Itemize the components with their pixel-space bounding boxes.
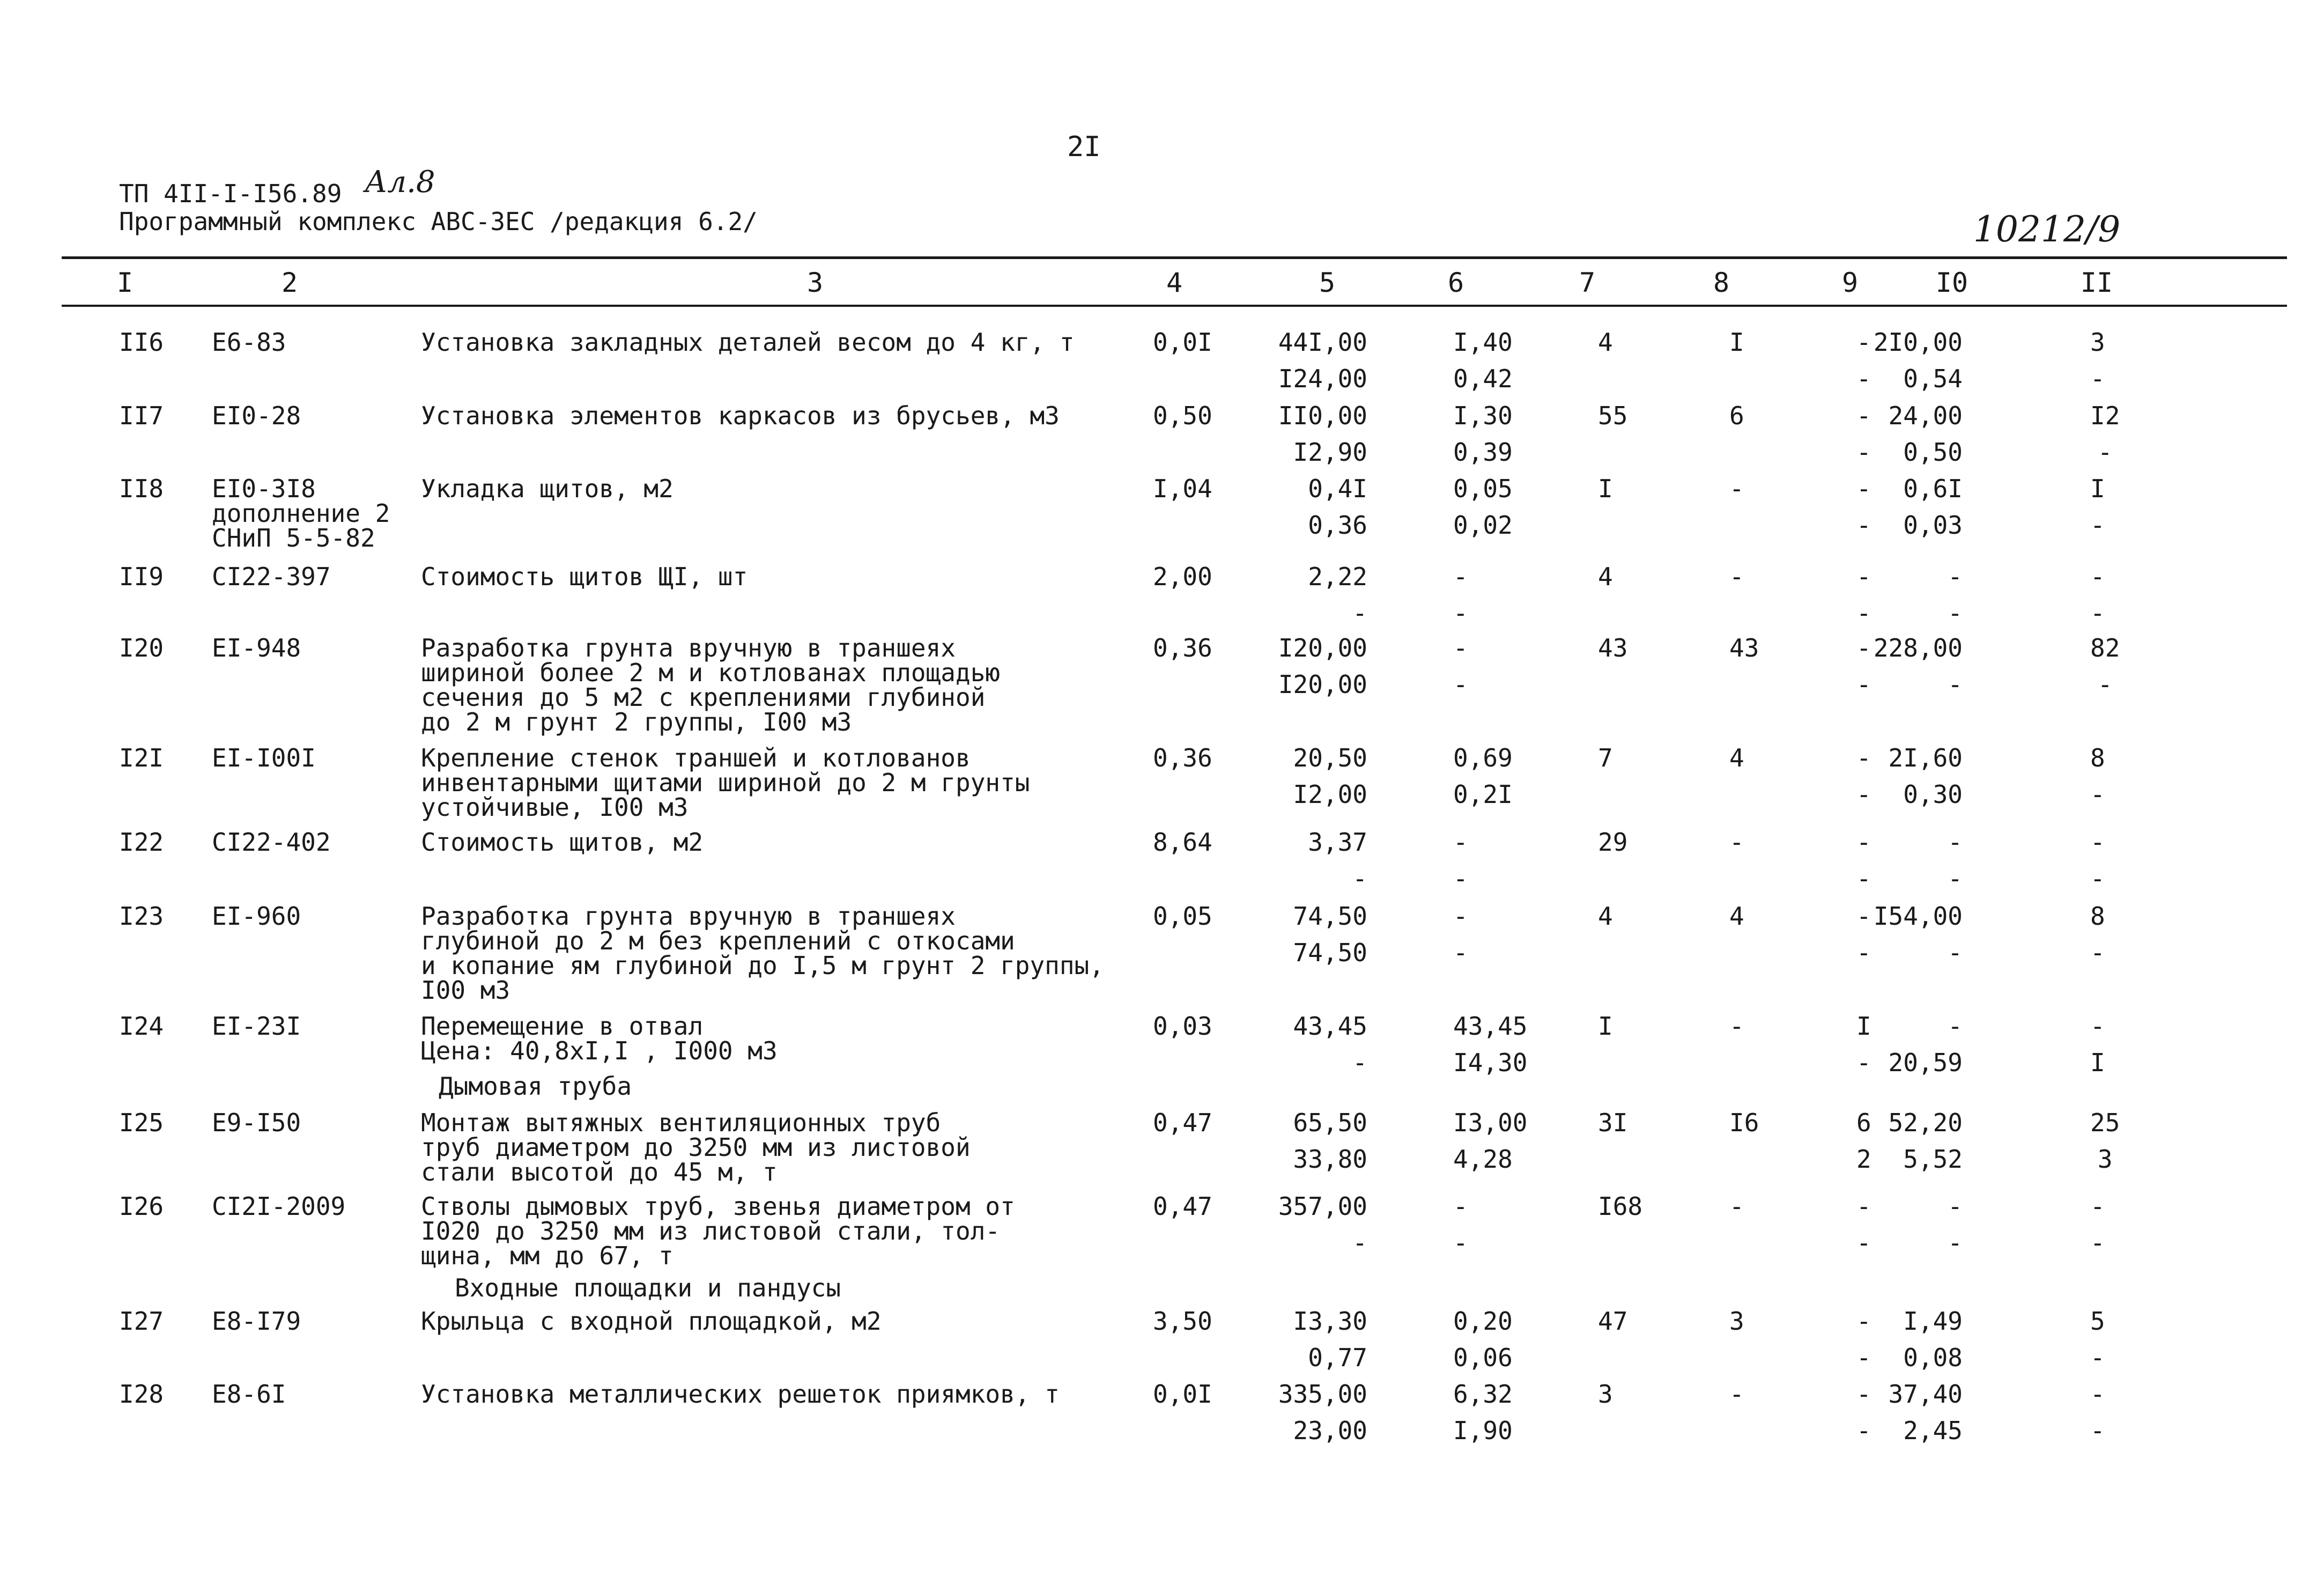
column-7: 29 — [1598, 828, 1628, 857]
column-6-value: I4,30 — [1453, 1048, 1528, 1077]
column-6 — [1453, 630, 1468, 703]
column-9 — [1856, 1104, 1871, 1177]
section-heading: Входные площадки и пандусы — [455, 1273, 841, 1302]
column-9-value: - — [1856, 1343, 1871, 1372]
column-11-value: - — [2097, 670, 2113, 699]
section-heading: Дымовая труба — [439, 1072, 632, 1101]
column-11-value: - — [2090, 364, 2105, 393]
column-6-value: - — [1453, 562, 1468, 591]
column-8: - — [1729, 474, 1744, 503]
column-9-value: - — [1856, 1048, 1871, 1077]
row-number: I22 — [119, 828, 164, 857]
column-9-value: 6 — [1856, 1108, 1871, 1137]
row-number: I26 — [119, 1192, 164, 1221]
row-number: II9 — [119, 562, 164, 591]
column-11 — [2090, 740, 2105, 813]
column-11 — [2090, 1303, 2105, 1376]
column-6-value: 43,45 — [1453, 1012, 1528, 1041]
column-6 — [1453, 1188, 1468, 1261]
column-6 — [1453, 898, 1468, 971]
column-8: 4 — [1729, 743, 1744, 772]
column-8: - — [1729, 1380, 1744, 1409]
column-9 — [1856, 558, 1871, 631]
column-6 — [1453, 558, 1468, 631]
column-8: - — [1729, 828, 1744, 857]
work-description: Разработка грунта вручную в траншеях шириной более 2 м и котлованах площадью сечения до 5 м2 с креплениями глубиной до 2 м грунт 2 группы, I00 м3 — [421, 633, 1001, 736]
column-6-value: I,30 — [1453, 401, 1513, 430]
column-header-11: II — [2080, 267, 2113, 298]
column-header-6: 6 — [1447, 267, 1464, 298]
quantity: 0,50 — [1153, 401, 1212, 430]
column-11-value: 82 — [2090, 633, 2120, 662]
column-header-2: 2 — [281, 267, 298, 298]
column-7: 4 — [1598, 328, 1613, 357]
column-9-value: - — [1856, 780, 1871, 809]
column-6-value: 4,28 — [1453, 1145, 1513, 1174]
column-6-value: - — [1453, 599, 1468, 628]
work-description: Крыльца с входной площадкой, м2 — [421, 1307, 882, 1336]
norm-code: EI-I00I — [212, 743, 316, 772]
column-9-value: - — [1856, 511, 1871, 540]
column-6 — [1453, 824, 1468, 897]
column-9-value: - — [1856, 364, 1871, 393]
work-description: Укладка щитов, м2 — [421, 474, 673, 503]
column-6 — [1453, 740, 1513, 813]
column-header-5: 5 — [1319, 267, 1336, 298]
column-6 — [1453, 324, 1513, 397]
quantity: 0,47 — [1153, 1192, 1212, 1221]
column-6-value: I3,00 — [1453, 1108, 1528, 1137]
column-9-value: - — [1856, 328, 1871, 357]
column-header-3: 3 — [806, 267, 824, 298]
work-description: Установка закладных деталей весом до 4 кг, т — [421, 328, 1075, 357]
document-subtitle: Программный комплекс АВС-ЗЕС /редакция 6.2/ — [119, 207, 758, 236]
column-6-value: - — [1453, 633, 1468, 662]
column-7: 3I — [1598, 1108, 1628, 1137]
row-number: I20 — [119, 633, 164, 662]
column-6 — [1453, 1104, 1527, 1177]
column-9-value: - — [1856, 633, 1871, 662]
column-7: I — [1598, 474, 1613, 503]
quantity: 0,0I — [1153, 328, 1212, 357]
row-number: II7 — [119, 401, 164, 430]
column-11-value: I — [2090, 474, 2105, 503]
column-9-value: - — [1856, 938, 1871, 967]
column-11-value: - — [2090, 828, 2105, 857]
column-9 — [1856, 898, 1871, 971]
column-11-value: - — [2090, 938, 2105, 967]
column-9 — [1856, 1188, 1871, 1261]
column-6-value: - — [1453, 902, 1468, 931]
column-6 — [1453, 1008, 1527, 1081]
column-6-value: 0,06 — [1453, 1343, 1513, 1372]
column-6 — [1453, 1303, 1513, 1376]
column-11-value: 8 — [2090, 743, 2105, 772]
column-8: - — [1729, 562, 1744, 591]
column-6-value: 0,39 — [1453, 438, 1513, 467]
column-9-value: - — [1856, 1228, 1871, 1257]
column-7: 43 — [1598, 633, 1628, 662]
row-number: I28 — [119, 1380, 164, 1409]
column-6 — [1453, 1376, 1513, 1449]
quantity: 3,50 — [1153, 1307, 1212, 1336]
column-11 — [2090, 898, 2105, 971]
column-7: 3 — [1598, 1380, 1613, 1409]
column-header-4: 4 — [1166, 267, 1183, 298]
column-6-value: 0,20 — [1453, 1307, 1513, 1336]
row-number: I24 — [119, 1012, 164, 1041]
column-7: 7 — [1598, 743, 1613, 772]
row-number: I2I — [119, 743, 164, 772]
column-11-value: - — [2090, 1416, 2105, 1445]
column-9-value: - — [1856, 1192, 1871, 1221]
column-11-value: - — [2090, 1343, 2105, 1372]
column-9 — [1856, 324, 1871, 397]
column-9-value: - — [1856, 743, 1871, 772]
column-11-value: - — [2090, 599, 2105, 628]
column-11-value: - — [2097, 438, 2113, 467]
norm-code: EI-948 — [212, 633, 301, 662]
column-11-value: 3 — [2090, 328, 2105, 357]
column-9-value: - — [1856, 599, 1871, 628]
quantity: 0,0I — [1153, 1380, 1212, 1409]
norm-code: E8-I79 — [212, 1307, 301, 1336]
column-9 — [1856, 1008, 1871, 1081]
column-9 — [1856, 397, 1871, 470]
column-8: - — [1729, 1192, 1744, 1221]
work-description: Крепление стенок траншей и котлованов инвентарными щитами шириной до 2 м грунты устойчивые, I00 м3 — [421, 743, 1030, 822]
column-11-value: I2 — [2090, 401, 2120, 430]
column-9-value: - — [1856, 401, 1871, 430]
column-9 — [1856, 470, 1871, 543]
quantity: 2,00 — [1153, 562, 1212, 591]
row-number: I25 — [119, 1108, 164, 1137]
norm-code: EI-960 — [212, 902, 301, 931]
quantity: 0,47 — [1153, 1108, 1212, 1137]
header-bottom-rule — [62, 305, 2287, 307]
column-8: 4 — [1729, 902, 1744, 931]
column-6-value: - — [1453, 1228, 1468, 1257]
column-11-value: 5 — [2090, 1307, 2105, 1336]
column-6-value: 0,2I — [1453, 780, 1513, 809]
row-number: II8 — [119, 474, 164, 503]
quantity: 0,03 — [1153, 1012, 1212, 1041]
column-11 — [2090, 470, 2105, 543]
column-9 — [1856, 630, 1871, 703]
column-11-value: 25 — [2090, 1108, 2120, 1137]
column-6-value: 0,69 — [1453, 743, 1513, 772]
column-8: 6 — [1729, 401, 1744, 430]
column-11 — [2090, 1376, 2105, 1449]
column-9 — [1856, 1303, 1871, 1376]
norm-code: EI-23I — [212, 1012, 301, 1041]
column-9-value: - — [1856, 864, 1871, 893]
column-11 — [2090, 558, 2105, 631]
column-11-value: 8 — [2090, 902, 2105, 931]
column-9-value: I — [1856, 1012, 1871, 1041]
row-number: I27 — [119, 1307, 164, 1336]
column-9 — [1856, 1376, 1871, 1449]
norm-code: CI22-402 — [212, 828, 331, 857]
column-11-value: - — [2090, 1192, 2105, 1221]
norm-code: EI0-28 — [212, 401, 301, 430]
column-9 — [1856, 740, 1871, 813]
column-6-value: I,90 — [1453, 1416, 1513, 1445]
column-9-value: 2 — [1856, 1145, 1871, 1174]
column-11-value: - — [2090, 1380, 2105, 1409]
work-description: Установка металлических решеток приямков, т — [421, 1380, 1060, 1409]
column-9-value: - — [1856, 474, 1871, 503]
column-11 — [2090, 1188, 2105, 1261]
column-6-value: I,40 — [1453, 328, 1513, 357]
norm-code: CI22-397 — [212, 562, 331, 591]
column-7: 47 — [1598, 1307, 1628, 1336]
column-11-value: - — [2090, 864, 2105, 893]
quantity: 0,05 — [1153, 902, 1212, 931]
column-9-value: - — [1856, 438, 1871, 467]
column-9-value: - — [1856, 1416, 1871, 1445]
handwritten-note: Ал.8 — [365, 165, 435, 200]
row-number: I23 — [119, 902, 164, 931]
column-9-value: - — [1856, 902, 1871, 931]
column-6-value: 0,42 — [1453, 364, 1513, 393]
column-11 — [2090, 1104, 2120, 1177]
work-description: Стоимость щитов, м2 — [421, 828, 704, 857]
work-description: Стволы дымовых труб, звенья диаметром от I020 до 3250 мм из листовой стали, тол- щина, мм до 67, т — [421, 1192, 1015, 1270]
norm-code: E9-I50 — [212, 1108, 301, 1137]
column-7: 55 — [1598, 401, 1628, 430]
column-8: I — [1729, 328, 1744, 357]
column-7: 4 — [1598, 902, 1613, 931]
column-11 — [2090, 397, 2120, 470]
column-11-value: - — [2090, 1012, 2105, 1041]
norm-code: EI0-3I8 дополнение 2 СНиП 5-5-82 — [212, 474, 390, 552]
work-description: Перемещение в отвал Цена: 40,8хI,I , I000 м3 — [421, 1012, 778, 1065]
table-top-rule — [62, 256, 2287, 259]
column-11 — [2090, 1008, 2105, 1081]
column-header-7: 7 — [1579, 267, 1596, 298]
norm-code: E6-83 — [212, 328, 286, 357]
column-6-value: - — [1453, 1192, 1468, 1221]
column-11-value: - — [2090, 1228, 2105, 1257]
column-8: - — [1729, 1012, 1744, 1041]
column-7: I68 — [1598, 1192, 1643, 1221]
column-6 — [1453, 397, 1513, 470]
work-description: Разработка грунта вручную в траншеях глубиной до 2 м без креплений с откосами и копание ям глубиной до I,5 м грунт 2 группы, I00 м3 — [421, 902, 1104, 1005]
column-6-value: - — [1453, 938, 1468, 967]
work-description: Установка элементов каркасов из брусьев, м3 — [421, 401, 1060, 430]
page-number: 2I — [1067, 131, 1101, 163]
norm-code: CI2I-2009 — [212, 1192, 346, 1221]
column-8: 43 — [1729, 633, 1759, 662]
work-description: Монтаж вытяжных вентиляционных труб труб диаметром до 3250 мм из листовой стали высотой до 45 м, т — [421, 1108, 971, 1187]
column-11-value: - — [2090, 780, 2105, 809]
column-11 — [2090, 824, 2105, 897]
column-7: 4 — [1598, 562, 1613, 591]
column-9-value: - — [1856, 828, 1871, 857]
norm-code: E8-6I — [212, 1380, 286, 1409]
work-description: Стоимость щитов ЩI, шт — [421, 562, 748, 591]
column-9-value: - — [1856, 562, 1871, 591]
column-header-10: I0 — [1935, 267, 1968, 298]
column-6-value: 6,32 — [1453, 1380, 1513, 1409]
column-6-value: 0,05 — [1453, 474, 1513, 503]
column-11-value: - — [2090, 511, 2105, 540]
column-11 — [2090, 324, 2105, 397]
column-6-value: - — [1453, 670, 1468, 699]
column-9-value: - — [1856, 670, 1871, 699]
column-6-value: - — [1453, 828, 1468, 857]
column-9-value: - — [1856, 1380, 1871, 1409]
column-8: 3 — [1729, 1307, 1744, 1336]
column-header-9: 9 — [1841, 267, 1859, 298]
column-6 — [1453, 470, 1513, 543]
column-header-8: 8 — [1713, 267, 1730, 298]
column-9-value: - — [1856, 1307, 1871, 1336]
column-11-value: I — [2090, 1048, 2105, 1077]
column-9 — [1856, 824, 1871, 897]
quantity: I,04 — [1153, 474, 1212, 503]
column-11 — [2090, 630, 2120, 703]
row-number: II6 — [119, 328, 164, 357]
column-7: I — [1598, 1012, 1613, 1041]
column-6-value: 0,02 — [1453, 511, 1513, 540]
quantity: 0,36 — [1153, 633, 1212, 662]
handwritten-stamp-number: 10212/9 — [1973, 209, 2121, 250]
column-header-1: I — [116, 267, 134, 298]
document-code: ТП 4II-I-I56.89 — [119, 179, 342, 208]
column-11-value: 3 — [2097, 1145, 2113, 1174]
quantity: 8,64 — [1153, 828, 1212, 857]
column-11-value: - — [2090, 562, 2105, 591]
quantity: 0,36 — [1153, 743, 1212, 772]
column-8: I6 — [1729, 1108, 1759, 1137]
column-6-value: - — [1453, 864, 1468, 893]
